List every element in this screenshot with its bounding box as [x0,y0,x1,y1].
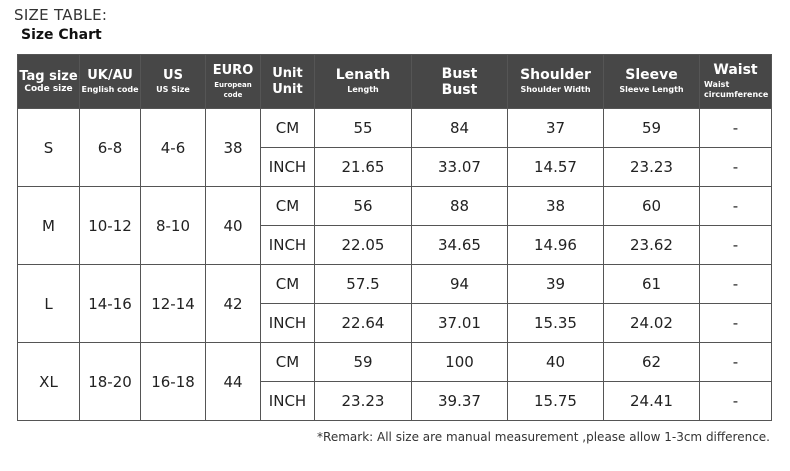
header-label: Bust [441,65,478,82]
header-sublabel: Sleeve Length [619,85,684,94]
sleeve-cell: 60 [604,187,700,226]
length-cell: 56 [315,187,412,226]
waist-cell: - [700,265,772,304]
header-label: Unit [272,65,303,81]
bust-cell: 39.37 [412,382,508,421]
header-label: EURO [212,63,254,78]
length-cell: 21.65 [315,148,412,187]
unit-cell: CM [261,187,315,226]
shoulder-cell: 39 [508,265,604,304]
bust-cell: 100 [412,343,508,382]
sleeve-cell: 62 [604,343,700,382]
header-sublabel: Shoulder Width [520,85,591,94]
header-label: Lenath [335,67,391,83]
sleeve-cell: 23.62 [604,226,700,265]
header-label-second: Unit [272,81,303,97]
sleeve-cell: 59 [604,109,700,148]
header-sublabel: European code [214,81,252,99]
header-bust [412,55,508,109]
length-cell: 57.5 [315,265,412,304]
header-unit [261,55,315,109]
header-waist [700,55,772,109]
us-cell: 12-14 [141,265,206,343]
remark-note: *Remark: All size are manual measurement ,please allow 1-3cm difference. [317,430,770,444]
header-sleeve [604,55,700,109]
header-euro [206,55,261,109]
page-title: SIZE TABLE: [14,6,108,24]
uk-au-cell: 6-8 [80,109,141,187]
bust-cell: 34.65 [412,226,508,265]
unit-cell: CM [261,109,315,148]
header-sublabel: Length [347,85,379,94]
table-row [18,187,772,226]
size-table [17,54,772,421]
size-tag-cell: M [18,187,80,265]
length-cell: 22.64 [315,304,412,343]
shoulder-cell: 15.35 [508,304,604,343]
bust-cell: 33.07 [412,148,508,187]
bust-cell: 94 [412,265,508,304]
length-cell: 22.05 [315,226,412,265]
euro-cell: 44 [206,343,261,421]
waist-cell: - [700,343,772,382]
uk-au-cell: 18-20 [80,343,141,421]
us-cell: 8-10 [141,187,206,265]
shoulder-cell: 37 [508,109,604,148]
size-tag-cell: L [18,265,80,343]
waist-cell: - [700,382,772,421]
waist-cell: - [700,109,772,148]
sleeve-cell: 23.23 [604,148,700,187]
header-label: UK/AU [87,68,133,83]
header-sublabel: Code size [24,84,73,94]
header-length [315,55,412,109]
shoulder-cell: 15.75 [508,382,604,421]
header-tag-size [18,55,80,109]
header-shoulder [508,55,604,109]
bust-cell: 84 [412,109,508,148]
unit-cell: CM [261,343,315,382]
waist-cell: - [700,148,772,187]
shoulder-cell: 40 [508,343,604,382]
unit-cell: INCH [261,148,315,187]
size-tag-cell: XL [18,343,80,421]
unit-cell: INCH [261,382,315,421]
header-uk-au [80,55,141,109]
euro-cell: 42 [206,265,261,343]
bust-cell: 37.01 [412,304,508,343]
waist-cell: - [700,187,772,226]
sleeve-cell: 61 [604,265,700,304]
waist-cell: - [700,304,772,343]
table-row [18,343,772,382]
header-label: Tag size [19,69,78,84]
header-label: Sleeve [625,67,678,83]
header-label: Shoulder [520,67,591,83]
length-cell: 55 [315,109,412,148]
waist-cell: - [700,226,772,265]
euro-cell: 40 [206,187,261,265]
shoulder-cell: 14.96 [508,226,604,265]
page-subtitle: Size Chart [21,27,102,43]
uk-au-cell: 14-16 [80,265,141,343]
shoulder-cell: 14.57 [508,148,604,187]
unit-cell: INCH [261,226,315,265]
table-row [18,265,772,304]
bust-cell: 88 [412,187,508,226]
length-cell: 59 [315,343,412,382]
header-sublabel: Waist circumference [704,80,769,99]
header-label-second: Bust [441,81,478,98]
size-tag-cell: S [18,109,80,187]
unit-cell: INCH [261,304,315,343]
sleeve-cell: 24.02 [604,304,700,343]
euro-cell: 38 [206,109,261,187]
length-cell: 23.23 [315,382,412,421]
unit-cell: CM [261,265,315,304]
sleeve-cell: 24.41 [604,382,700,421]
us-cell: 4-6 [141,109,206,187]
header-label: US [163,68,183,83]
header-sublabel: US Size [156,85,190,94]
header-label: Waist [713,62,758,78]
header-us [141,55,206,109]
uk-au-cell: 10-12 [80,187,141,265]
us-cell: 16-18 [141,343,206,421]
header-row [18,55,772,109]
shoulder-cell: 38 [508,187,604,226]
header-sublabel: English code [81,85,139,94]
table-row [18,109,772,148]
